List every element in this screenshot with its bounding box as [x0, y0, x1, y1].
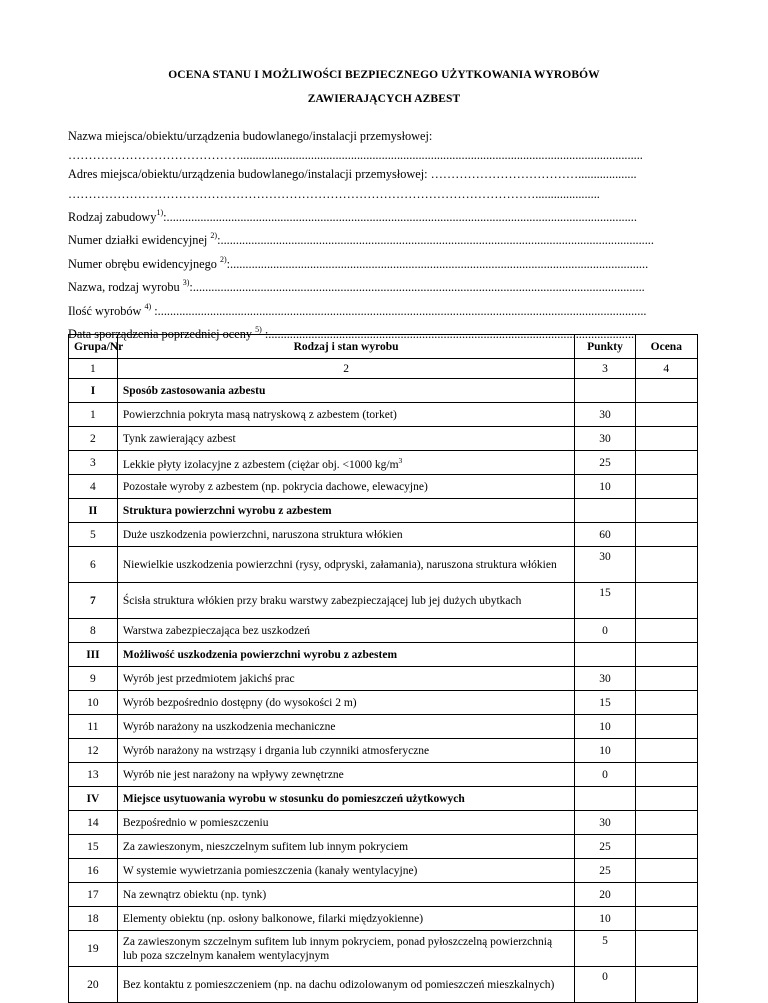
row-description — [117, 967, 574, 1003]
row-description — [117, 835, 574, 859]
rating-cell[interactable] — [635, 451, 697, 475]
table-row — [69, 451, 698, 475]
table-row — [69, 763, 698, 787]
points-value: 15 — [575, 691, 635, 715]
column-number: 2 — [117, 359, 574, 379]
row-number: 4 — [69, 475, 118, 499]
plot-number-label: Numer działki ewidencyjnej — [68, 233, 208, 248]
row-description — [117, 691, 574, 715]
description-text: Niewielkie uszkodzenia powierzchni (rysy, odpryski, załamania), naruszona struktura włókien — [122, 558, 557, 571]
row-number: 19 — [69, 931, 118, 967]
row-description — [117, 811, 574, 835]
row-description — [117, 667, 574, 691]
row-description — [117, 403, 574, 427]
group-id: II — [69, 499, 118, 523]
table-row — [69, 583, 698, 619]
plot-number-dots[interactable]: :............................................................................................................................................. — [217, 233, 654, 248]
rating-cell[interactable] — [635, 715, 697, 739]
description-text: Ścisła struktura włókien przy braku warstwy zabezpieczającej lub jej dużych ubytkach — [122, 594, 522, 607]
points-value: 20 — [575, 883, 635, 907]
description-text: Lekkie płyty izolacyjne z azbestem (ciężar obj. <1000 kg/m — [122, 458, 399, 471]
table-row — [69, 931, 698, 967]
row-number: 1 — [69, 403, 118, 427]
row-description — [117, 859, 574, 883]
description-text: Pozostałe wyroby z azbestem (np. pokrycia dachowe, elewacyjne) — [122, 480, 428, 493]
table-row — [69, 619, 698, 643]
points-value: 15 — [575, 583, 635, 619]
rating-cell[interactable] — [635, 619, 697, 643]
group-row — [69, 499, 698, 523]
header-points: Punkty — [575, 335, 635, 359]
points-value: 0 — [575, 619, 635, 643]
description-text: Warstwa zabezpieczająca bez uszkodzeń — [122, 624, 310, 637]
points-value: 10 — [575, 715, 635, 739]
rating-cell[interactable] — [635, 523, 697, 547]
rating-cell[interactable] — [635, 763, 697, 787]
table-row — [69, 811, 698, 835]
row-description — [117, 907, 574, 931]
table-header-row — [69, 335, 698, 359]
assessment-table — [68, 334, 698, 1003]
rating-cell[interactable] — [635, 499, 697, 523]
plot-number-field[interactable] — [68, 227, 696, 251]
table-row — [69, 547, 698, 583]
address-field-continued[interactable]: ……………………………………………………………………………………………………..................... — [68, 186, 600, 201]
row-description — [117, 427, 574, 451]
points-cell — [575, 787, 635, 811]
previous-assessment-date-dots[interactable]: :....................................................................................................................... — [264, 327, 635, 342]
rating-cell[interactable] — [635, 475, 697, 499]
points-value: 0 — [575, 763, 635, 787]
table-row — [69, 475, 698, 499]
rating-cell[interactable] — [635, 691, 697, 715]
group-title: Struktura powierzchni wyrobu z azbestem — [117, 499, 574, 523]
footnote-ref: 1) — [156, 207, 164, 217]
row-number: 14 — [69, 811, 118, 835]
rating-cell[interactable] — [635, 643, 697, 667]
row-number: 5 — [69, 523, 118, 547]
row-description — [117, 475, 574, 499]
row-number: 11 — [69, 715, 118, 739]
rating-cell[interactable] — [635, 667, 697, 691]
row-number: 3 — [69, 451, 118, 475]
row-number: 18 — [69, 907, 118, 931]
row-description — [117, 523, 574, 547]
points-cell — [575, 499, 635, 523]
points-value: 10 — [575, 739, 635, 763]
row-description — [117, 763, 574, 787]
footnote-ref: 2) — [210, 231, 218, 241]
row-description — [117, 739, 574, 763]
points-value: 25 — [575, 859, 635, 883]
points-value: 30 — [575, 547, 635, 583]
quantity-dots[interactable]: :............................................................................................................................................................... — [154, 303, 647, 318]
building-type-label: Rodzaj zabudowy — [68, 209, 157, 224]
points-value: 30 — [575, 811, 635, 835]
previous-assessment-date-label: Data sporządzenia poprzedniej oceny — [68, 327, 253, 342]
precinct-number-dots[interactable]: :........................................................................................................................................ — [226, 256, 649, 271]
group-title: Sposób zastosowania azbestu — [117, 379, 574, 403]
rating-cell[interactable] — [635, 403, 697, 427]
points-value: 30 — [575, 667, 635, 691]
precinct-number-label: Numer obrębu ewidencyjnego — [68, 256, 217, 271]
place-label: Nazwa miejsca/obiektu/urządzenia budowlanego/instalacji przemysłowej: — [68, 129, 433, 143]
points-value: 10 — [575, 907, 635, 931]
table-row — [69, 907, 698, 931]
row-number: 8 — [69, 619, 118, 643]
superscript: 3 — [398, 455, 403, 465]
table-row — [69, 667, 698, 691]
row-number: 17 — [69, 883, 118, 907]
form-fields — [68, 127, 696, 345]
rating-cell[interactable] — [635, 967, 697, 1003]
row-number: 2 — [69, 427, 118, 451]
row-description — [117, 883, 574, 907]
points-value: 25 — [575, 835, 635, 859]
column-number: 3 — [575, 359, 635, 379]
description-text: Bezpośrednio w pomieszczeniu — [122, 816, 269, 829]
row-number: 20 — [69, 967, 118, 1003]
description-text: Wyrób narażony na uszkodzenia mechaniczne — [122, 720, 336, 733]
rating-cell[interactable] — [635, 379, 697, 403]
rating-cell[interactable] — [635, 547, 697, 583]
rating-cell[interactable] — [635, 907, 697, 931]
table-row — [69, 859, 698, 883]
product-label: Nazwa, rodzaj wyrobu — [68, 280, 180, 295]
rating-cell[interactable] — [635, 931, 697, 967]
product-dots[interactable]: :................................................................................................................................................... — [189, 280, 645, 295]
address-field[interactable]: Adres miejsca/obiektu/urządzenia budowlanego/instalacji przemysłowej: ………………………………................... — [68, 167, 637, 182]
row-description — [117, 931, 574, 967]
points-value: 60 — [575, 523, 635, 547]
description-text: Powierzchnia pokryta masą natryskową z azbestem (torket) — [122, 408, 397, 421]
column-number-row — [69, 359, 698, 379]
table-row — [69, 835, 698, 859]
points-value: 25 — [575, 451, 635, 475]
points-value: 10 — [575, 475, 635, 499]
points-value: 0 — [575, 967, 635, 1003]
header-group-nr: Grupa/Nr — [69, 335, 118, 359]
row-number: 13 — [69, 763, 118, 787]
rating-cell[interactable] — [635, 835, 697, 859]
description-text: Za zawieszonym szczelnym sufitem lub innym pokryciem, ponad pyłoszczelną powierzchnią lub poza szczelnym kanałem wentylacyjnym — [122, 935, 553, 962]
quantity-label: Ilość wyrobów — [68, 303, 142, 318]
row-number: 16 — [69, 859, 118, 883]
group-id: III — [69, 643, 118, 667]
header-rating: Ocena — [635, 335, 697, 359]
document-title: OCENA STANU I MOŻLIWOŚCI BEZPIECZNEGO UŻYTKOWANIA WYROBÓW — [168, 69, 600, 81]
column-number: 1 — [69, 359, 118, 379]
rating-cell[interactable] — [635, 583, 697, 619]
building-type-dots[interactable]: :......................................................................................................................................................... — [163, 209, 637, 224]
table-row — [69, 715, 698, 739]
description-text: W systemie wywietrzania pomieszczenia (kanały wentylacyjne) — [122, 864, 418, 877]
group-id: I — [69, 379, 118, 403]
column-number: 4 — [635, 359, 697, 379]
table-row — [69, 427, 698, 451]
description-text: Za zawieszonym, nieszczelnym sufitem lub innym pokryciem — [122, 840, 409, 853]
row-number: 6 — [69, 547, 118, 583]
group-row — [69, 787, 698, 811]
row-number: 9 — [69, 667, 118, 691]
rating-cell[interactable] — [635, 427, 697, 451]
description-text: Wyrób nie jest narażony na wpływy zewnętrzne — [122, 768, 344, 781]
points-value: 5 — [575, 931, 635, 967]
header-product-type: Rodzaj i stan wyrobu — [117, 335, 574, 359]
description-text: Wyrób narażony na wstrząsy i drgania lub czynniki atmosferyczne — [122, 744, 430, 757]
description-text: Wyrób bezpośrednio dostępny (do wysokości 2 m) — [122, 696, 357, 709]
precinct-number-field[interactable] — [68, 251, 696, 275]
table-row — [69, 691, 698, 715]
row-number: 10 — [69, 691, 118, 715]
group-title: Możliwość uszkodzenia powierzchni wyrobu z azbestem — [117, 643, 574, 667]
description-text: Na zewnątrz obiektu (np. tynk) — [122, 888, 267, 901]
row-number: 7 — [69, 583, 118, 619]
points-value: 30 — [575, 427, 635, 451]
footnote-ref: 3) — [182, 278, 190, 288]
building-type-field[interactable] — [68, 204, 696, 228]
table-row — [69, 883, 698, 907]
description-text: Duże uszkodzenia powierzchni, naruszona struktura włókien — [122, 528, 403, 541]
row-description — [117, 547, 574, 583]
footnote-ref: 5) — [255, 325, 262, 335]
group-id: IV — [69, 787, 118, 811]
rating-cell[interactable] — [635, 883, 697, 907]
rating-cell[interactable] — [635, 811, 697, 835]
row-description — [117, 451, 574, 475]
description-text: Wyrób jest przedmiotem jakichś prac — [122, 672, 295, 685]
rating-cell[interactable] — [635, 739, 697, 763]
place-field[interactable]: ……………………………………................................................................................................................................... — [68, 148, 643, 163]
description-text: Elementy obiektu (np. osłony balkonowe, filarki międzyokienne) — [122, 912, 424, 925]
group-title: Miejsce usytuowania wyrobu w stosunku do pomieszczeń użytkowych — [117, 787, 574, 811]
rating-cell[interactable] — [635, 787, 697, 811]
footnote-ref: 4) — [144, 301, 152, 311]
row-number: 12 — [69, 739, 118, 763]
group-row — [69, 379, 698, 403]
row-description — [117, 583, 574, 619]
footnote-ref: 2) — [219, 254, 227, 264]
group-row — [69, 643, 698, 667]
table-row — [69, 967, 698, 1003]
description-text: Bez kontaktu z pomieszczeniem (np. na dachu odizolowanym od pomieszczeń mieszkalnych) — [122, 978, 555, 991]
row-description — [117, 619, 574, 643]
points-value: 30 — [575, 403, 635, 427]
description-text: Tynk zawierający azbest — [122, 432, 236, 445]
rating-cell[interactable] — [635, 859, 697, 883]
table-row — [69, 739, 698, 763]
row-number: 15 — [69, 835, 118, 859]
table-row — [69, 523, 698, 547]
row-description — [117, 715, 574, 739]
points-cell — [575, 643, 635, 667]
document-subtitle: ZAWIERAJĄCYCH AZBEST — [307, 93, 461, 105]
product-field[interactable] — [68, 274, 696, 298]
quantity-field[interactable] — [68, 298, 696, 322]
points-cell — [575, 379, 635, 403]
table-row — [69, 403, 698, 427]
